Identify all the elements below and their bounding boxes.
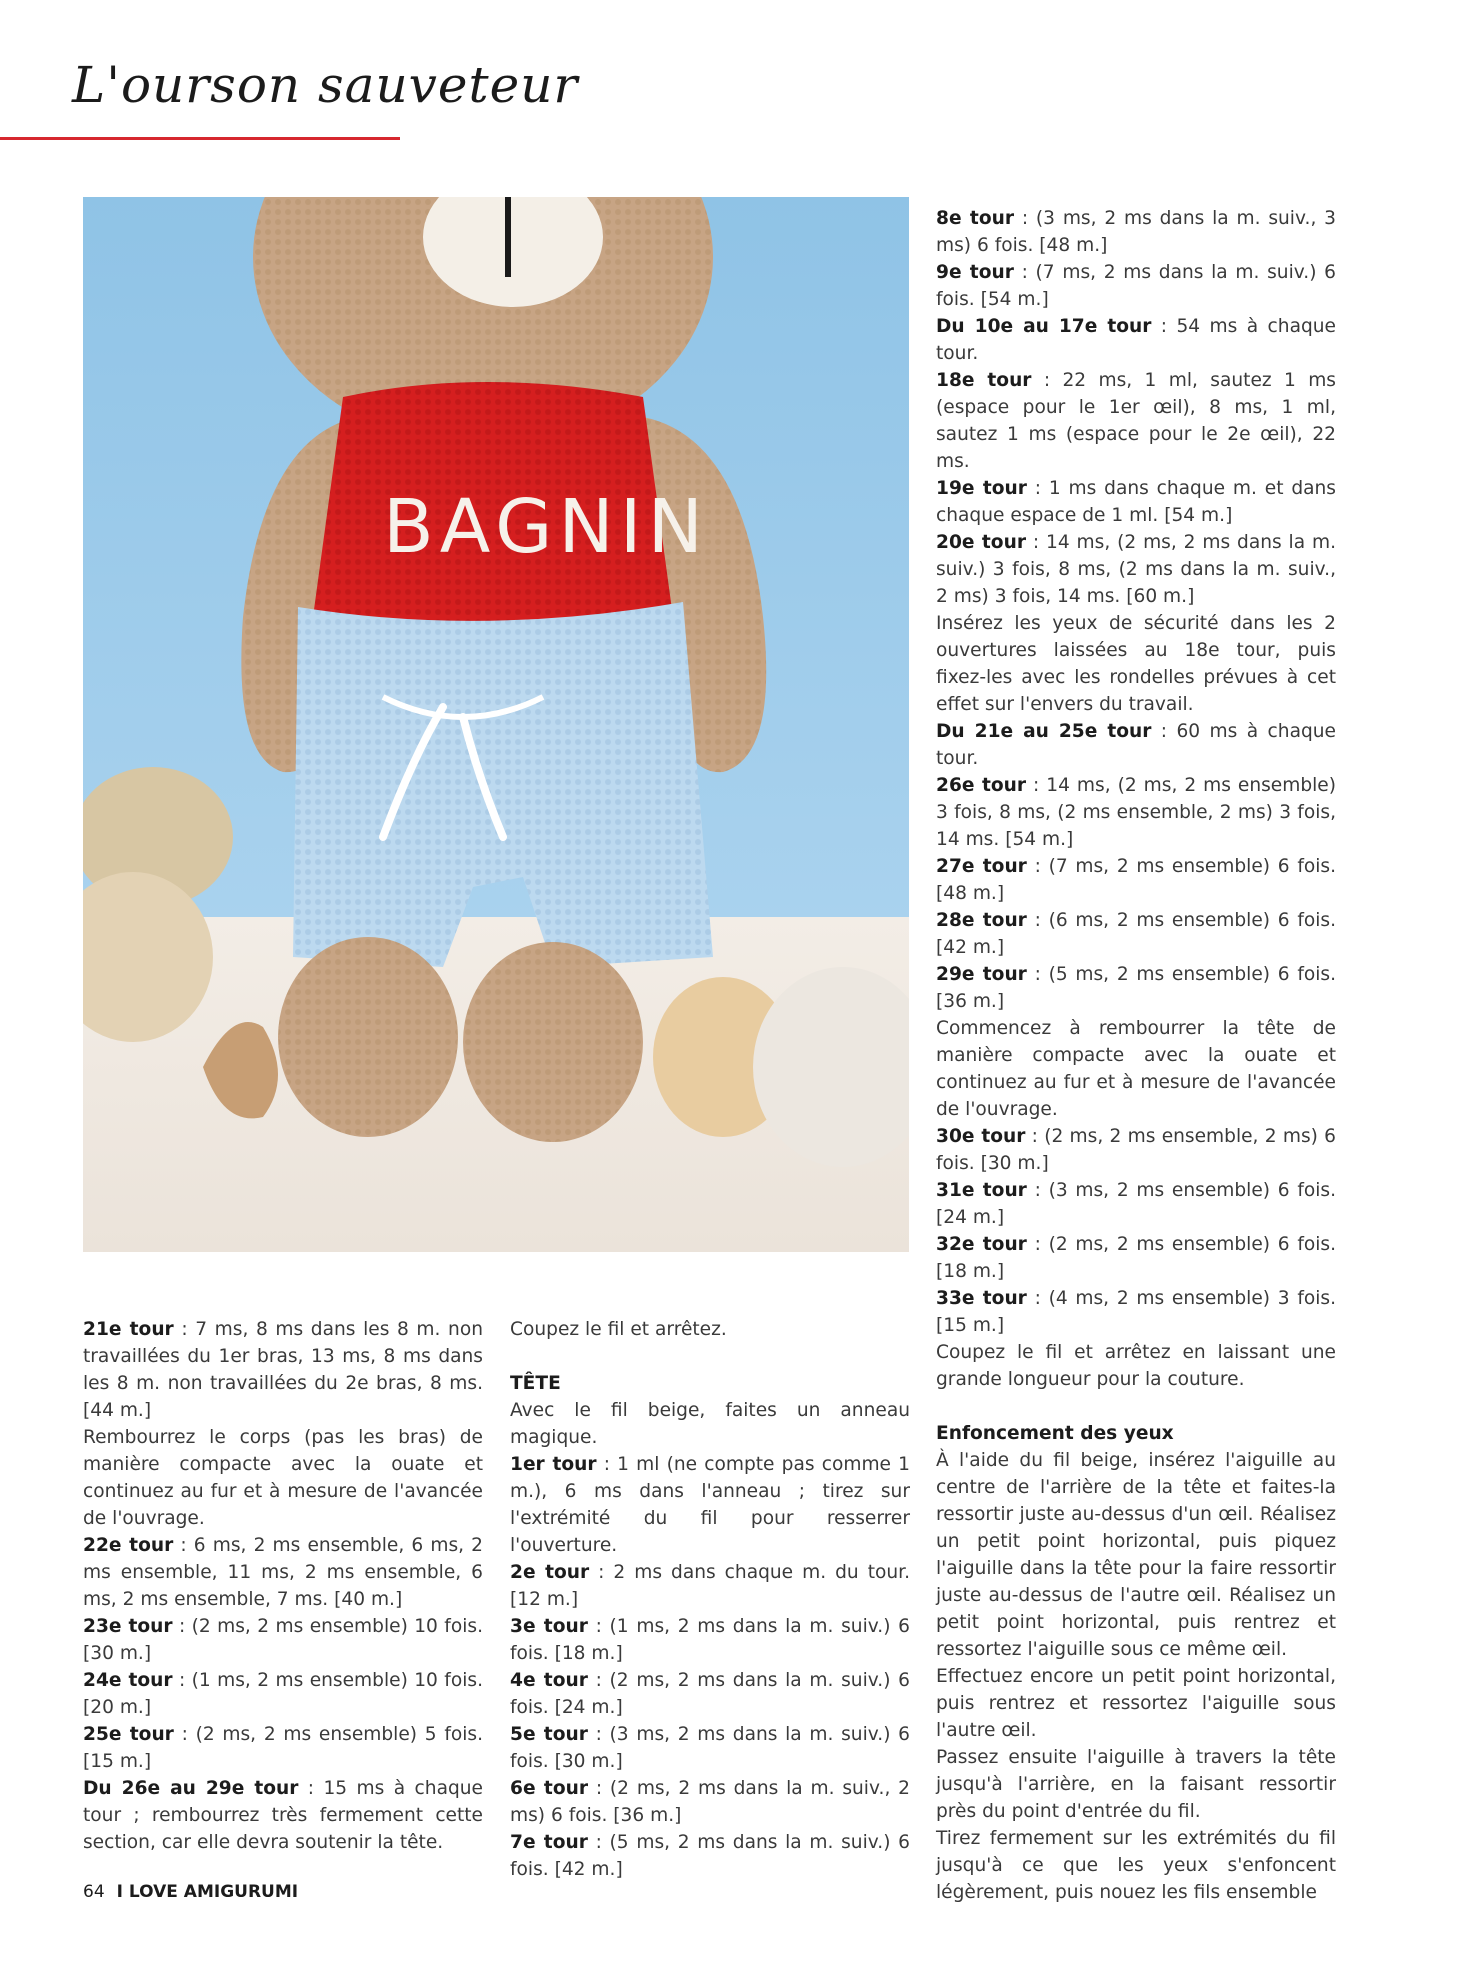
instruction-paragraph (936, 1123, 1336, 1177)
round-label: 2e tour (510, 1562, 590, 1583)
instruction-paragraph (936, 1339, 1336, 1393)
magazine-name: I LOVE AMIGURUMI (116, 1882, 299, 1902)
instruction-text: Tirez fermement sur les extrémités du fil jusqu'à ce que les yeux s'enfoncent légèrement, puis nouez les fils ensemble (936, 1828, 1336, 1903)
instruction-text: : (4 ms, 2 ms ensemble) 3 fois. [15 m.] (936, 1288, 1337, 1336)
instruction-paragraph (936, 313, 1336, 367)
instruction-paragraph (936, 1663, 1336, 1744)
instruction-text: : (2 ms, 2 ms ensemble) 5 fois. [15 m.] (83, 1724, 484, 1772)
instruction-text: : (2 ms, 2 ms ensemble) 10 fois. [30 m.] (83, 1616, 483, 1664)
instruction-text: : 14 ms, (2 ms, 2 ms dans la m. suiv.) 3 fois, 8 ms, (2 ms dans la m. suiv., 2 ms) 3 fois, 14 ms. [60 m.] (936, 532, 1337, 607)
instruction-paragraph (936, 1015, 1336, 1123)
title-underline (0, 137, 400, 140)
instruction-text: : (1 ms, 2 ms dans la m. suiv.) 6 fois. [18 m.] (510, 1616, 910, 1664)
instruction-paragraph (936, 475, 1336, 529)
round-label: 7e tour (510, 1832, 588, 1853)
round-label: 28e tour (936, 910, 1027, 931)
instruction-text: : 2 ms dans chaque m. du tour. [12 m.] (510, 1562, 910, 1610)
instruction-text: : (3 ms, 2 ms dans la m. suiv.) 6 fois. [30 m.] (510, 1724, 910, 1772)
instruction-paragraph (510, 1667, 910, 1721)
column-3 (936, 205, 1336, 1906)
instruction-text: : (1 ms, 2 ms ensemble) 10 fois. [20 m.] (83, 1670, 483, 1718)
instruction-paragraph (83, 1424, 483, 1532)
instruction-text: : 22 ms, 1 ml, sautez 1 ms (espace pour le 1er œil), 8 ms, 1 ml, sautez 1 ms (espace pour le 2e œil), 22 ms. (936, 370, 1336, 472)
round-label: 33e tour (936, 1288, 1027, 1309)
round-label: 4e tour (510, 1670, 588, 1691)
round-label: Du 10e au 17e tour (936, 316, 1152, 337)
instruction-paragraph (936, 1825, 1336, 1906)
instruction-paragraph (936, 1447, 1336, 1663)
instruction-text: Rembourrez le corps (pas les bras) de manière compacte avec la ouate et continuez au fur et à mesure de l'avancée de l'ouvrage. (83, 1427, 483, 1529)
instruction-text: : 54 ms à chaque tour. (936, 316, 1336, 364)
right-leg (463, 942, 643, 1142)
instruction-paragraph (936, 907, 1336, 961)
round-label: Du 21e au 25e tour (936, 721, 1152, 742)
instruction-text: : 7 ms, 8 ms dans les 8 m. non travaillées du 1er bras, 13 ms, 8 ms dans les 8 m. non travaillées du 2e bras, 8 ms. [44 m.] (83, 1319, 483, 1421)
round-label: 6e tour (510, 1778, 589, 1799)
round-label: 27e tour (936, 856, 1027, 877)
instruction-text: : (5 ms, 2 ms ensemble) 6 fois. [36 m.] (936, 964, 1337, 1012)
instruction-paragraph (936, 529, 1336, 610)
page-title: L'ourson sauveteur (72, 56, 579, 114)
instruction-text: Passez ensuite l'aiguille à travers la tête jusqu'à l'arrière, en la faisant ressortir près du point d'entrée du fil. (936, 1747, 1336, 1822)
instruction-text: : 15 ms à chaque tour ; rembourrez très fermement cette section, car elle devra soutenir la tête. (83, 1778, 483, 1853)
round-label: 19e tour (936, 478, 1027, 499)
instruction-paragraph (510, 1397, 910, 1451)
instruction-paragraph (83, 1667, 483, 1721)
instruction-text: : (2 ms, 2 ms dans la m. suiv., 2 ms) 6 fois. [36 m.] (510, 1778, 910, 1826)
instruction-text: : (3 ms, 2 ms ensemble) 6 fois. [24 m.] (936, 1180, 1337, 1228)
instruction-paragraph (936, 1177, 1336, 1231)
instruction-text: Insérez les yeux de sécurité dans les 2 ouvertures laissées au 18e tour, puis fixez-les avec les rondelles prévues à cet effet sur l'envers du travail. (936, 613, 1336, 715)
instruction-paragraph (936, 772, 1336, 853)
instruction-text: : (3 ms, 2 ms dans la m. suiv., 3 ms) 6 fois. [48 m.] (936, 208, 1336, 256)
instruction-paragraph (936, 1744, 1336, 1825)
instruction-text: : 60 ms à chaque tour. (936, 721, 1336, 769)
instruction-paragraph (510, 1613, 910, 1667)
instruction-text: : (2 ms, 2 ms ensemble, 2 ms) 6 fois. [30 m.] (936, 1126, 1336, 1174)
round-label: Du 26e au 29e tour (83, 1778, 299, 1799)
round-label: 22e tour (83, 1535, 174, 1556)
instruction-text: : (5 ms, 2 ms dans la m. suiv.) 6 fois. [42 m.] (510, 1832, 910, 1880)
round-label: 5e tour (510, 1724, 588, 1745)
instruction-paragraph (936, 853, 1336, 907)
instruction-paragraph (936, 1231, 1336, 1285)
instruction-paragraph (510, 1721, 910, 1775)
instruction-paragraph (510, 1775, 910, 1829)
round-label: 29e tour (936, 964, 1027, 985)
round-label: 30e tour (936, 1126, 1026, 1147)
column-2 (510, 1316, 910, 1883)
instruction-paragraph (83, 1316, 483, 1424)
instruction-paragraph (936, 1285, 1336, 1339)
instruction-paragraph (510, 1451, 910, 1559)
page-number: 64 (83, 1882, 105, 1902)
round-label: 9e tour (936, 262, 1014, 283)
round-label: 31e tour (936, 1180, 1027, 1201)
instruction-paragraph (83, 1775, 483, 1856)
instruction-text: : 14 ms, (2 ms, 2 ms ensemble) 3 fois, 8 ms, (2 ms ensemble, 2 ms) 3 fois, 14 ms. [54 m.] (936, 775, 1337, 850)
instruction-paragraph (936, 961, 1336, 1015)
round-label: 25e tour (83, 1724, 174, 1745)
instruction-text: : 1 ml (ne compte pas comme 1 m.), 6 ms dans l'anneau ; tirez sur l'extrémité du fil pour resserrer l'ouverture. (510, 1454, 910, 1556)
section-heading-tete: TÊTE (510, 1373, 561, 1394)
instruction-paragraph (510, 1559, 910, 1613)
left-leg (278, 937, 458, 1137)
round-label: 23e tour (83, 1616, 173, 1637)
instruction-text: À l'aide du fil beige, insérez l'aiguille au centre de l'arrière de la tête et faites-la ressortir juste au-dessus d'un œil. Réalisez un petit point horizontal, puis piquez l'aiguille dans la tête pour la faire ressortir juste au-dessus de l'autre œil. Réalisez un petit point horizontal, puis rentrez et ressortez l'aiguille sous ce même œil. (936, 1450, 1336, 1660)
instruction-paragraph (83, 1613, 483, 1667)
instruction-text: : (7 ms, 2 ms dans la m. suiv.) 6 fois. [54 m.] (936, 262, 1336, 310)
shirt-text: BAGNIN (383, 484, 709, 570)
instruction-text: : 1 ms dans chaque m. et dans chaque espace de 1 ml. [54 m.] (936, 478, 1336, 526)
round-label: 8e tour (936, 208, 1015, 229)
round-label: 1er tour (510, 1454, 597, 1475)
round-label: 26e tour (936, 775, 1027, 796)
instruction-paragraph (936, 259, 1336, 313)
round-label: 21e tour (83, 1319, 174, 1340)
section-heading-eyes: Enfoncement des yeux (936, 1423, 1174, 1444)
instruction-paragraph (83, 1532, 483, 1613)
instruction-text: Avec le fil beige, faites un anneau magique. (510, 1400, 910, 1448)
round-label: 20e tour (936, 532, 1026, 553)
round-label: 3e tour (510, 1616, 588, 1637)
instruction-text: : (6 ms, 2 ms ensemble) 6 fois. [42 m.] (936, 910, 1337, 958)
instruction-paragraph (936, 205, 1336, 259)
round-label: 18e tour (936, 370, 1032, 391)
column-1 (83, 1316, 483, 1856)
instruction-text: Commencez à rembourrer la tête de manière compacte avec la ouate et continuez au fur et à mesure de l'avancée de l'ouvrage. (936, 1018, 1336, 1120)
round-label: 24e tour (83, 1670, 173, 1691)
bear-photo (83, 197, 909, 1252)
instruction-paragraph (936, 718, 1336, 772)
instruction-paragraph (936, 610, 1336, 718)
instruction-text: Coupez le fil et arrêtez en laissant une grande longueur pour la couture. (936, 1342, 1336, 1390)
instruction-text: : (2 ms, 2 ms ensemble) 6 fois. [18 m.] (936, 1234, 1337, 1282)
instruction-paragraph (936, 367, 1336, 475)
page-footer (83, 1882, 298, 1902)
instruction-text: : 6 ms, 2 ms ensemble, 6 ms, 2 ms ensemble, 11 ms, 2 ms ensemble, 6 ms, 2 ms ensemble, 7 ms. [40 m.] (83, 1535, 483, 1610)
instruction-paragraph (83, 1721, 483, 1775)
instruction-text: : (2 ms, 2 ms dans la m. suiv.) 6 fois. [24 m.] (510, 1670, 910, 1718)
paragraph: Coupez le fil et arrêtez. (510, 1319, 727, 1340)
instruction-text: : (7 ms, 2 ms ensemble) 6 fois. [48 m.] (936, 856, 1337, 904)
instruction-paragraph (510, 1829, 910, 1883)
round-label: 32e tour (936, 1234, 1027, 1255)
instruction-text: Effectuez encore un petit point horizontal, puis rentrez et ressortez l'aiguille sous l'autre œil. (936, 1666, 1336, 1741)
